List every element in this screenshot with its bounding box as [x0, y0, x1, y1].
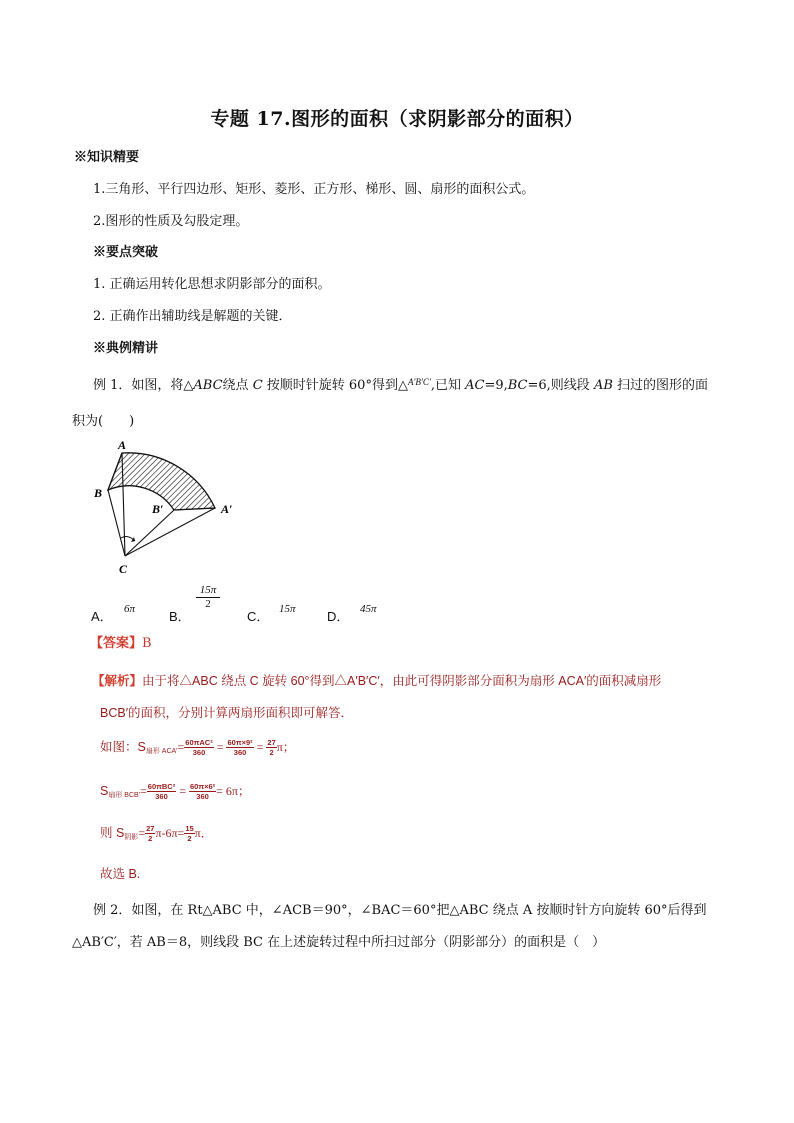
- answer-value: B: [142, 636, 152, 651]
- key-points-heading: ※要点突破: [93, 245, 159, 260]
- option-a-label[interactable]: A．: [91, 609, 113, 624]
- key-point-1: 1. 正确运用转化思想求阴影部分的面积。: [93, 277, 331, 292]
- label-A: A: [118, 438, 127, 452]
- option-c-label[interactable]: C．: [247, 609, 270, 624]
- key-point-2: 2. 正确作出辅助线是解题的关键．: [93, 309, 292, 324]
- knowledge-item-1: 1.三角形、平行四边形、矩形、菱形、正方形、梯形、圆、扇形的面积公式。: [93, 182, 535, 197]
- example1-figure: [90, 435, 250, 580]
- option-d-value: 45π: [360, 603, 377, 615]
- choice-line: 故选 B.: [100, 867, 141, 881]
- example2-question-line2: △AB′C′，若 AB＝8，则线段 BC 在上述旋转过程中所扫过部分（阴影部分）的面积是（ ）: [72, 935, 606, 950]
- segment-CB-prime: [125, 510, 174, 556]
- label-B: B: [94, 486, 103, 500]
- example1-question-line1: 例 1．如图，将△ABC绕点 C 按顺时针旋转 60°得到△$^{A'B'C'}$,已知 AC=9,BC=6,则线段 AB 扫过的图形的面: [93, 377, 709, 393]
- label-A-prime: A′: [221, 502, 233, 516]
- analysis-line1: 【解析】由于将△ABC 绕点 C 旋转 60°得到△A′B′C′，由此可得阴影部分面积为扇形 ACA′的面积减扇形: [92, 674, 662, 688]
- label-B-prime: B′: [152, 502, 164, 516]
- option-a-value: 6π: [124, 603, 136, 615]
- knowledge-heading: ※知识精要: [74, 150, 140, 165]
- option-d-label[interactable]: D．: [327, 609, 350, 624]
- analysis-line2: BCB′的面积，分别计算两扇形面积即可解答．: [100, 706, 354, 720]
- example1-question-line2: 积为( ): [72, 414, 135, 429]
- segment-CB: [108, 490, 125, 556]
- examples-heading: ※典例精讲: [93, 341, 159, 356]
- option-b-label[interactable]: B．: [169, 609, 191, 624]
- calc-line2: $S_{扇形 BCB'}=$ $\frac{\text{60πBC²}}{360}$ = $\frac{\text{60π×6²}}{360}$ = 6π；: [100, 782, 250, 802]
- answer-line: [90, 632, 152, 651]
- calc-line1: 如图：$S_{扇形 ACA'}=$ $\frac{\text{60πAC²}}{360}$ = $\frac{\text{60π×9²}}{360}$ = $\frac{27}{2}$ π；: [100, 738, 295, 758]
- label-C: C: [119, 562, 128, 576]
- analysis-label: 【解析】: [92, 674, 143, 688]
- segment-CA-prime: [125, 508, 215, 556]
- answer-label: 【答案】: [90, 636, 143, 651]
- option-c-value: 15π: [279, 603, 296, 615]
- example2-question-line1: 例 2．如图，在 Rt△ABC 中，∠ACB＝90°，∠BAC＝60°把△ABC 绕点 A 按顺时针方向旋转 60°后得到: [93, 903, 707, 918]
- calc-line3: 则 $S_{阴影}=$ $\frac{27}{2}$ π-6π= $\frac{15}{2}$ π．: [100, 824, 213, 844]
- option-b-value: 15π 2: [196, 584, 220, 610]
- knowledge-item-2: 2.图形的性质及勾股定理。: [93, 214, 249, 229]
- page-title: 专题 17.图形的面积（求阴影部分的面积）: [210, 108, 584, 130]
